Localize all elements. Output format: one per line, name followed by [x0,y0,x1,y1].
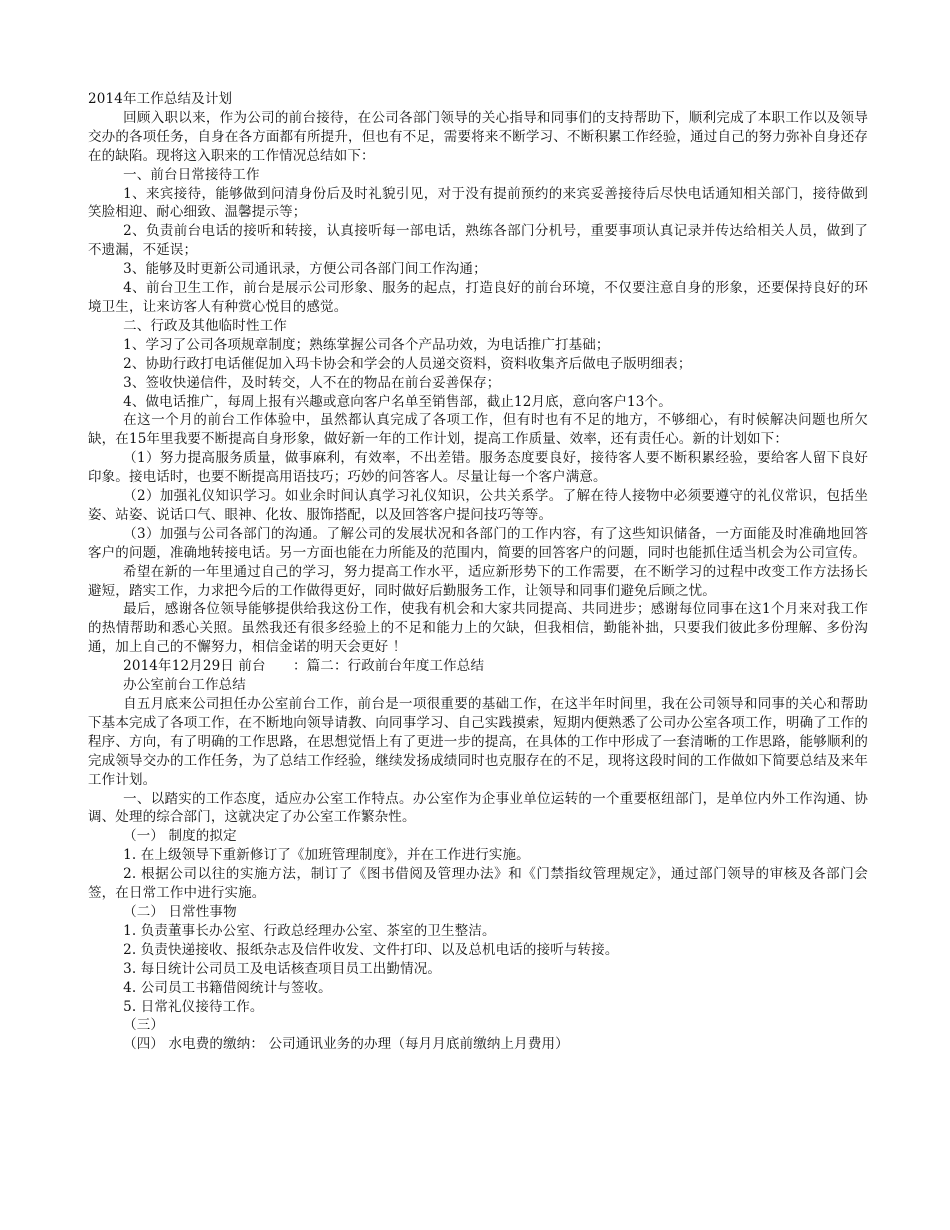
subheading: （一） 制度的拟定 [123,828,237,845]
section-heading-1: 一、前台日常接待工作 [123,166,260,183]
subheading: （二） 日常性事物 [123,903,237,920]
document-title: 2014年工作总结及计划 [88,91,233,107]
section-heading-2: 二、行政及其他临时性工作 [123,317,287,334]
paragraph-summary: 自五月底来公司担任办公室前台工作，前台是一项很重要的基础工作，在这半年时间里，我在公司领导和同事的关心和帮助下基本完成了各项工作，在不断地向领导请教、向同事学习、自己实践摸索，短期内便熟悉了公司办公室各项工作，明确了工作的程序、方向，有了明确的工作思路，在思想觉悟上有了更进一步的提高，在具体的工作中形成了一套清晰的工作思路，能够顺利的完成领导交办的工作任务，为了总结工作经验，继续发扬成绩同时也克服存在的不足，现将这段时间的工作做如下简要总结及来年工作计划。 [88,696,868,788]
paragraph-intro: 回顾入职以来，作为公司的前台接待，在公司各部门领导的关心指导和同事们的支持帮助下，顺利完成了本职工作以及领导交办的各项任务，自身在各方面都有所提升，但也有不足，需要将来不断学习、不断积累工作经验，通过自己的努力弥补自身还存在的缺陷。现将这入职来的工作情况总结如下： [88,109,868,164]
list-item: 4、做电话推广，每周上报有兴趣或意向客户名单至销售部，截止12月底，意向客户13个。 [123,393,672,410]
list-item: 2、负责前台电话的接听和转接，认真接听每一部电话，熟练各部门分机号，重要事项认真记录并传达给相关人员，做到了不遗漏，不延误； [88,223,868,259]
subheading: （三） [123,1017,165,1034]
document-page [88,90,868,1054]
list-item: 2、协助行政打电话催促加入玛卡协会和学会的人员递交资料，资料收集齐后做电子版明细表； [123,355,692,372]
paragraph-hope: 希望在新的一年里通过自己的学习，努力提高工作水平，适应新形势下的工作需要，在不断学习的过程中改变工作方法扬长避短，踏实工作，力求把今后的工作做得更好，同时做好后勤服务工作，让领导和同事们避免后顾之忧。 [88,563,868,599]
list-item: 1. 在上级领导下重新修订了《加班管理制度》，并在工作进行实施。 [123,847,530,864]
paragraph-reflection: 在这一个月的前台工作体验中，虽然都认真完成了各项工作，但有时也有不足的地方，不够细心，有时候解决问题也所欠缺，在15年里我要不断提高自身形象，做好新一年的工作计划，提高工作质量、效率，还有责任心。新的计划如下： [88,412,868,448]
plan-item: （1）努力提高服务质量，做事麻利，有效率，不出差错。服务态度要良好，接待客人要不断积累经验，要给客人留下良好印象。接电话时，也要不断提高用语技巧；巧妙的问答客人。尽量让每一个客户满意。 [88,450,868,486]
subtitle: 办公室前台工作总结 [123,677,246,694]
date-line: 2014年12月29日 前台 ：篇二：行政前台年度工作总结 [123,658,485,675]
list-item: 2. 负责快递接收、报纸杂志及信件收发、文件打印、以及总机电话的接听与转接。 [123,941,619,958]
list-item: 5. 日常礼仪接待工作。 [123,998,264,1015]
list-item: 4. 公司员工书籍借阅统计与签收。 [123,979,332,996]
paragraph-thanks: 最后，感谢各位领导能够提供给我这份工作，使我有机会和大家共同提高、共同进步；感谢每位同事在这1个月来对我工作的热情帮助和悉心关照。虽然我还有很多经验上的不足和能力上的欠缺，但我相信，勤能补拙，只要我们彼此多份理解、多份沟通，加上自己的不懈努力，相信金诺的明天会更好 ！ [88,601,868,656]
list-item: 1、来宾接待，能够做到问清身份后及时礼貌引见，对于没有提前预约的来宾妥善接待后尽快电话通知相关部门，接待做到笑脸相迎、耐心细致、温馨提示等； [88,185,868,221]
list-item: 1、学习了公司各项规章制度；熟练掌握公司各个产品功效，为电话推广打基础； [123,336,610,353]
list-item: 1. 负责董事长办公室、行政总经理办公室、茶室的卫生整洁。 [123,922,496,939]
list-item: 4、前台卫生工作，前台是展示公司形象、服务的起点，打造良好的前台环境，不仅要注意自身的形象，还要保持良好的环境卫生，让来访客人有种赏心悦目的感觉。 [88,280,868,315]
list-item: 3. 每日统计公司员工及电话核查项目员工出勤情况。 [123,960,442,977]
list-item: 2. 根据公司以往的实施方法，制订了《图书借阅及管理办法》和《门禁指纹管理规定》，通过部门领导的审核及各部门会签，在日常工作中进行实施。 [88,866,868,902]
paragraph-section-one: 一、以踏实的工作态度，适应办公室工作特点。办公室作为企事业单位运转的一个重要枢纽部门，是单位内外工作沟通、协调、处理的综合部门，这就决定了办公室工作繁杂性。 [88,790,868,826]
plan-item: （3）加强与公司各部门的沟通。了解公司的发展状况和各部门的工作内容，有了这些知识储备，一方面能及时准确地回答客户的问题，准确地转接电话。另一方面也能在力所能及的范围内，简要的回答客户的问题，同时也能抓住适当机会为公司宣传。 [88,525,868,561]
list-item: 3、签收快递信件，及时转交，人不在的物品在前台妥善保存； [123,374,501,391]
plan-item: （2）加强礼仪知识学习。如业余时间认真学习礼仪知识，公共关系学。了解在待人接物中必须要遵守的礼仪常识，包括坐姿、站姿、说话口气、眼神、化妆、服饰搭配，以及回答客户提问技巧等等。 [88,488,868,523]
subheading: （四） 水电费的缴纳： 公司通讯业务的办理（每月月底前缴纳上月费用） [123,1036,569,1053]
list-item: 3、能够及时更新公司通讯录，方便公司各部门间工作沟通； [123,261,487,278]
